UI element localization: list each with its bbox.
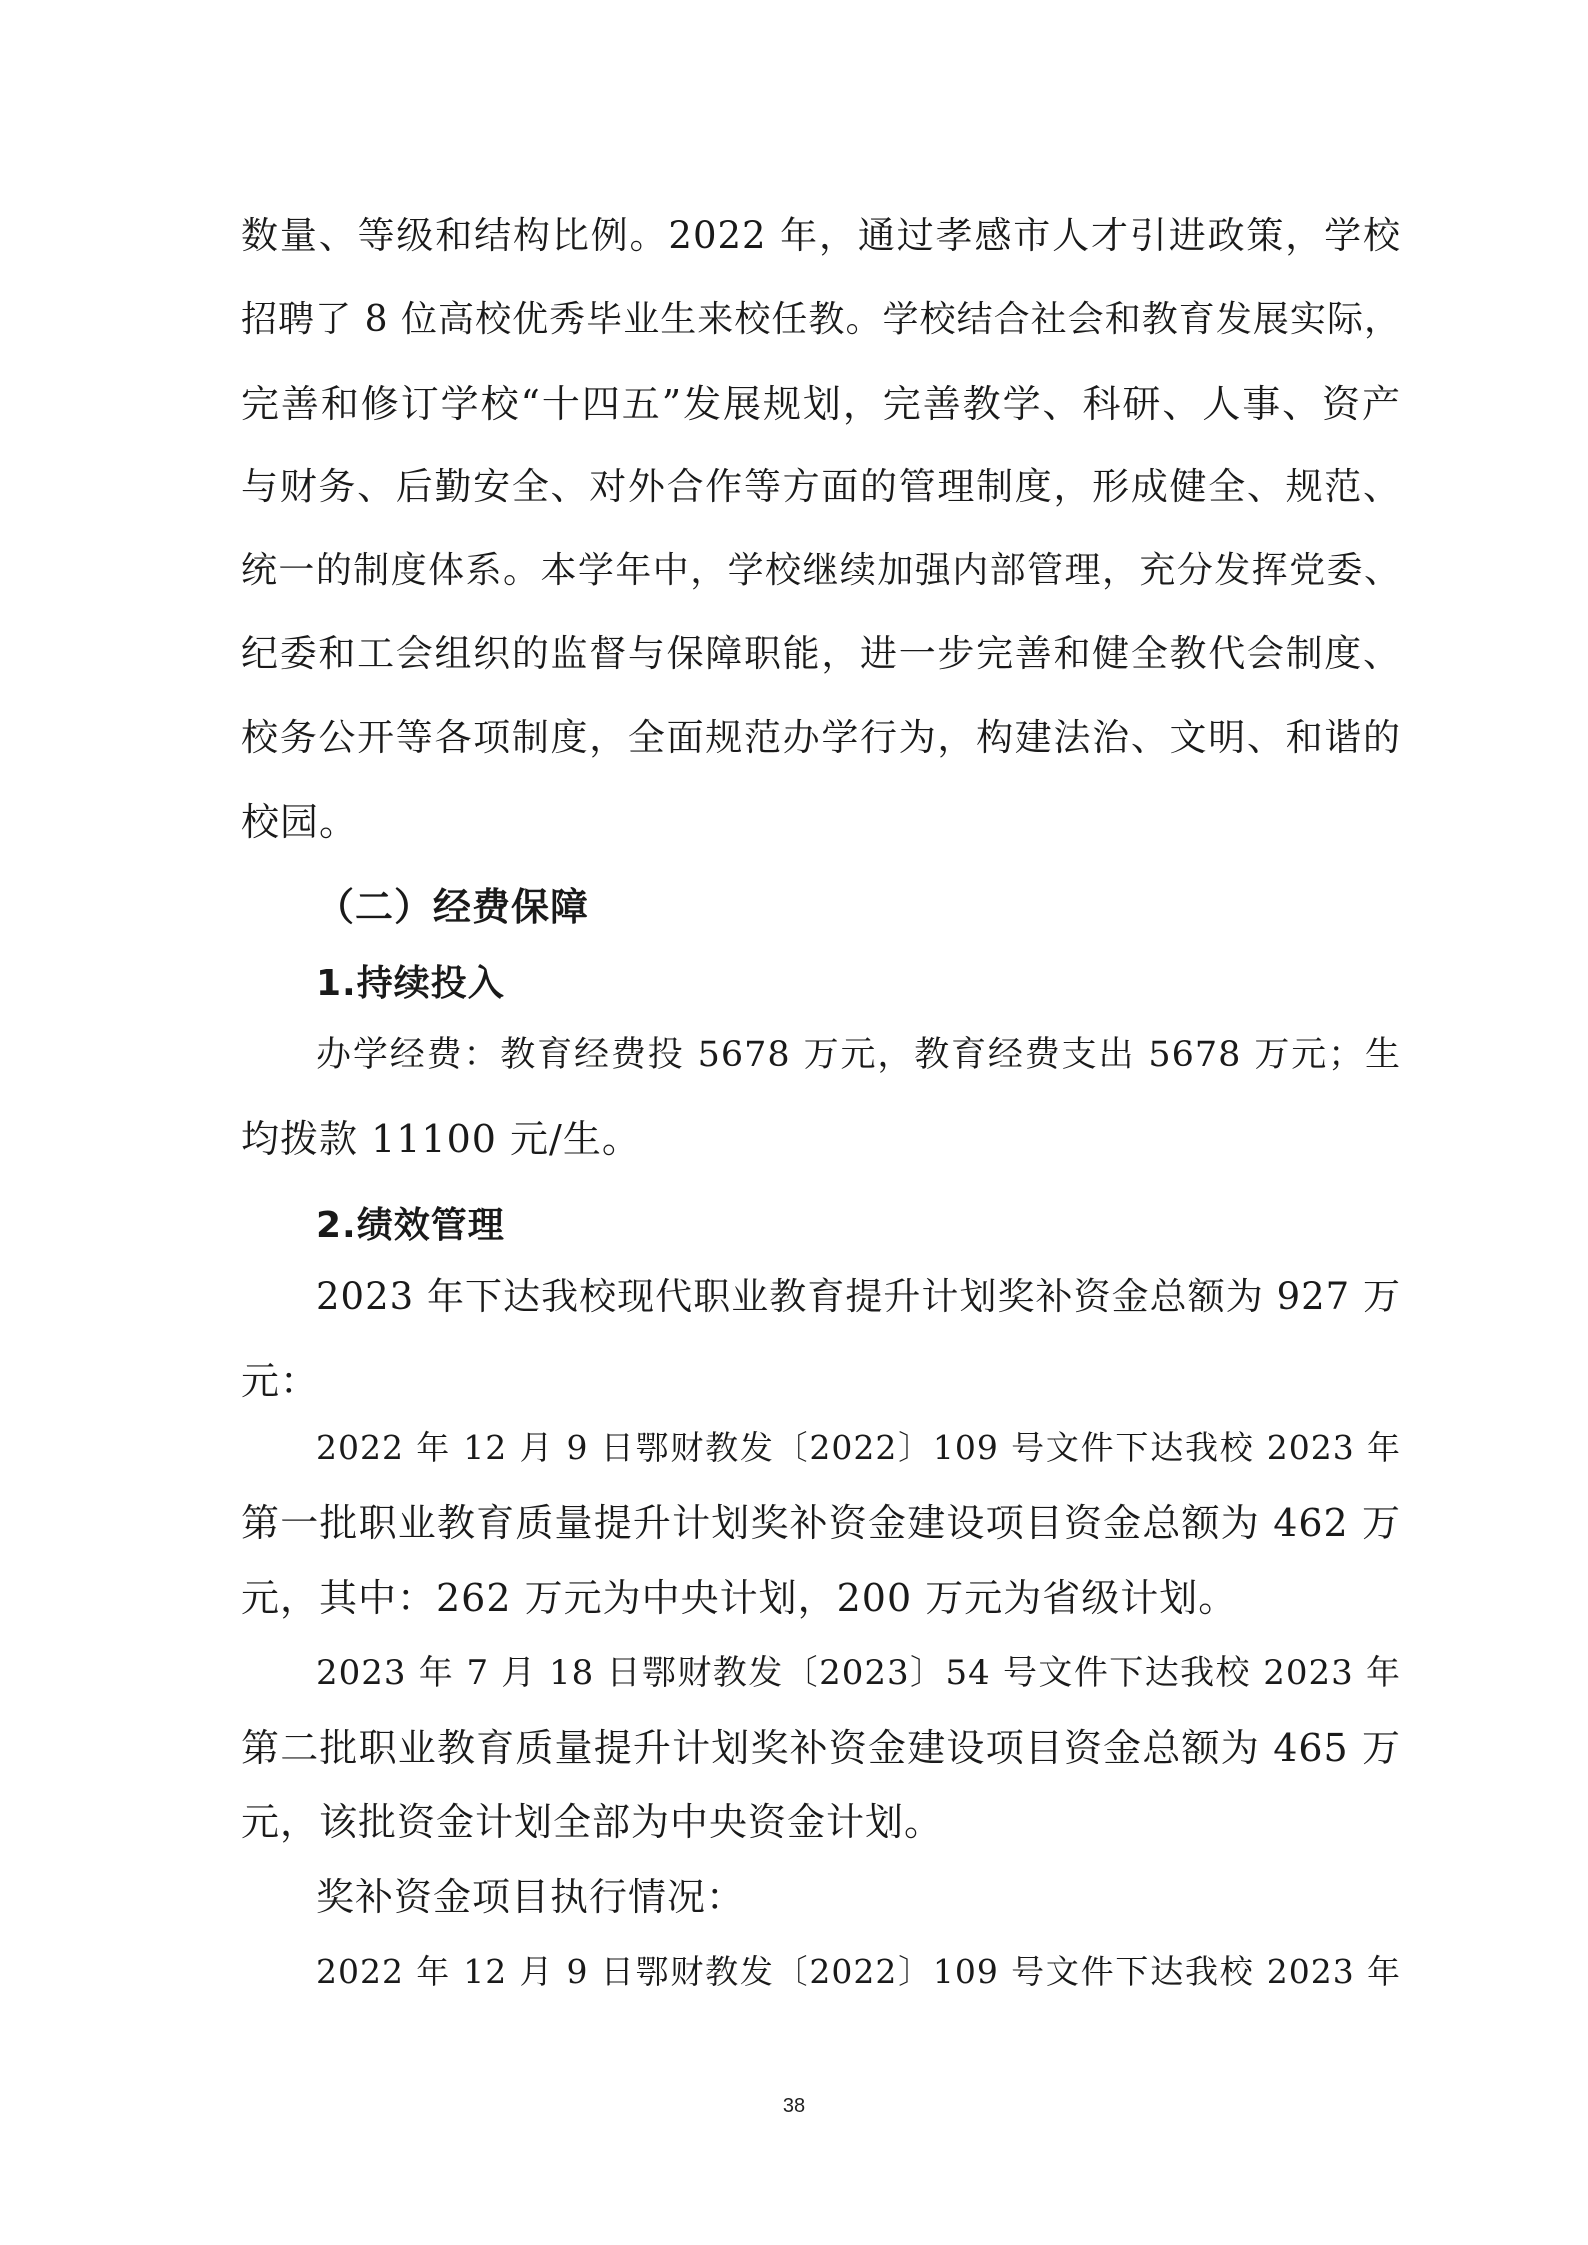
paragraph-line: 校务公开等各项制度，全面规范办学行为，构建法治、文明、和谐的 xyxy=(241,716,1401,759)
paragraph-line: 2023 年下达我校现代职业教育提升计划奖补资金总额为 927 万 xyxy=(316,1275,1401,1318)
paragraph-line: 元，其中：262 万元为中央计划，200 万元为省级计划。 xyxy=(241,1576,1238,1620)
page-number: 38 xyxy=(782,2095,806,2117)
paragraph-line: 统一的制度体系。本学年中，学校继续加强内部管理，充分发挥党委、 xyxy=(241,550,1401,591)
paragraph-line: 元，该批资金计划全部为中央资金计划。 xyxy=(241,1800,944,1844)
subsection-heading: 1.持续投入 xyxy=(316,963,505,1004)
paragraph-line: 2022 年 12 月 9 日鄂财教发〔2022〕109 号文件下达我校 2023 年 xyxy=(316,1952,1401,1991)
paragraph-line: 第二批职业教育质量提升计划奖补资金建设项目资金总额为 465 万 xyxy=(241,1726,1401,1770)
paragraph-line: 纪委和工会组织的监督与保障职能，进一步完善和健全教代会制度、 xyxy=(241,632,1401,675)
paragraph-line: 完善和修订学校“十四五”发展规划，完善教学、科研、人事、资产 xyxy=(241,382,1401,426)
paragraph-line: 第一批职业教育质量提升计划奖补资金建设项目资金总额为 462 万 xyxy=(241,1501,1401,1545)
paragraph-line: 均拨款 11100 元/生。 xyxy=(241,1117,641,1161)
subsection-heading: 2.绩效管理 xyxy=(316,1205,505,1246)
paragraph-line: 2023 年 7 月 18 日鄂财教发〔2023〕54 号文件下达我校 2023 年 xyxy=(316,1653,1401,1693)
section-heading: （二）经费保障 xyxy=(316,885,590,929)
paragraph-line: 2022 年 12 月 9 日鄂财教发〔2022〕109 号文件下达我校 2023 年 xyxy=(316,1428,1401,1467)
paragraph-line: 招聘了 8 位高校优秀毕业生来校任教。学校结合社会和教育发展实际， xyxy=(241,299,1401,340)
paragraph-line: 与财务、后勤安全、对外合作等方面的管理制度，形成健全、规范、 xyxy=(241,465,1401,508)
paragraph-line: 奖补资金项目执行情况： xyxy=(316,1875,746,1919)
paragraph-line: 办学经费：教育经费投 5678 万元，教育经费支出 5678 万元；生 xyxy=(316,1035,1401,1075)
paragraph-line: 数量、等级和结构比例。2022 年，通过孝感市人才引进政策，学校 xyxy=(241,214,1401,257)
paragraph-line: 校园。 xyxy=(241,800,359,844)
paragraph-line: 元： xyxy=(241,1359,320,1403)
